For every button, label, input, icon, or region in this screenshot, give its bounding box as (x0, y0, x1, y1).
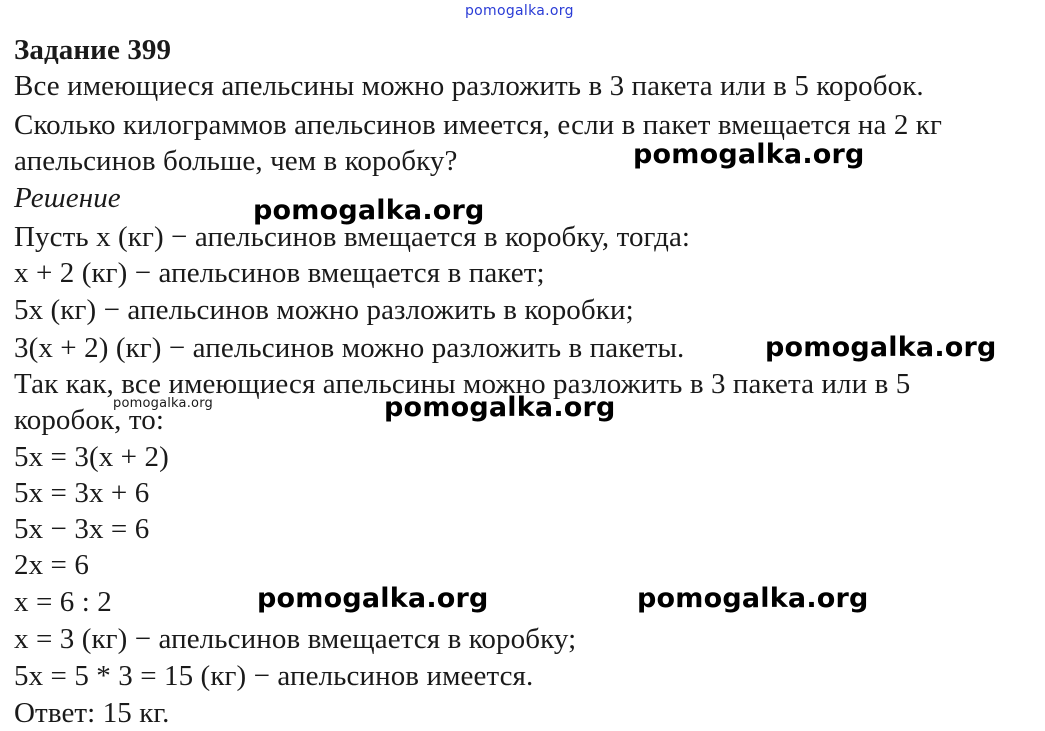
equation-1: 5x = 3(x + 2) (14, 441, 169, 473)
watermark-small: pomogalka.org (113, 396, 213, 411)
watermark-top: pomogalka.org (465, 3, 574, 19)
solution-line-4: 3(x + 2) (кг) − апельсинов можно разложить в пакеты. (14, 332, 685, 364)
watermark-3: pomogalka.org (765, 332, 997, 363)
equation-4: 2x = 6 (14, 549, 89, 581)
task-title: Задание 399 (14, 34, 172, 66)
solution-line-2: x + 2 (кг) − апельсинов вмещается в пакет; (14, 257, 545, 289)
solution-line-13: 5x = 5 * 3 = 15 (кг) − апельсинов имеется. (14, 660, 534, 692)
problem-line-1: Все имеющиеся апельсины можно разложить в 3 пакета или в 5 коробок. (14, 70, 924, 102)
solution-line-6: коробок, то: (14, 404, 165, 436)
watermark-6: pomogalka.org (637, 583, 869, 614)
solution-line-3: 5x (кг) − апельсинов можно разложить в коробки; (14, 294, 634, 326)
solution-line-1: Пусть x (кг) − апельсинов вмещается в коробку, тогда: (14, 221, 691, 253)
watermark-5: pomogalka.org (257, 583, 489, 614)
watermark-2: pomogalka.org (253, 195, 485, 226)
solution-line-12: x = 3 (кг) − апельсинов вмещается в коробку; (14, 623, 577, 655)
answer-line: Ответ: 15 кг. (14, 697, 170, 729)
equation-5: x = 6 : 2 (14, 586, 112, 618)
solution-line-5: Так как, все имеющиеся апельсины можно разложить в 3 пакета или в 5 (14, 368, 911, 400)
solution-heading: Решение (14, 182, 121, 214)
problem-line-3: апельсинов больше, чем в коробку? (14, 145, 458, 177)
equation-2: 5x = 3x + 6 (14, 477, 150, 509)
equation-3: 5x − 3x = 6 (14, 513, 150, 545)
problem-line-2: Сколько килограммов апельсинов имеется, если в пакет вмещается на 2 кг (14, 109, 942, 141)
watermark-4: pomogalka.org (384, 392, 616, 423)
watermark-1: pomogalka.org (633, 139, 865, 170)
